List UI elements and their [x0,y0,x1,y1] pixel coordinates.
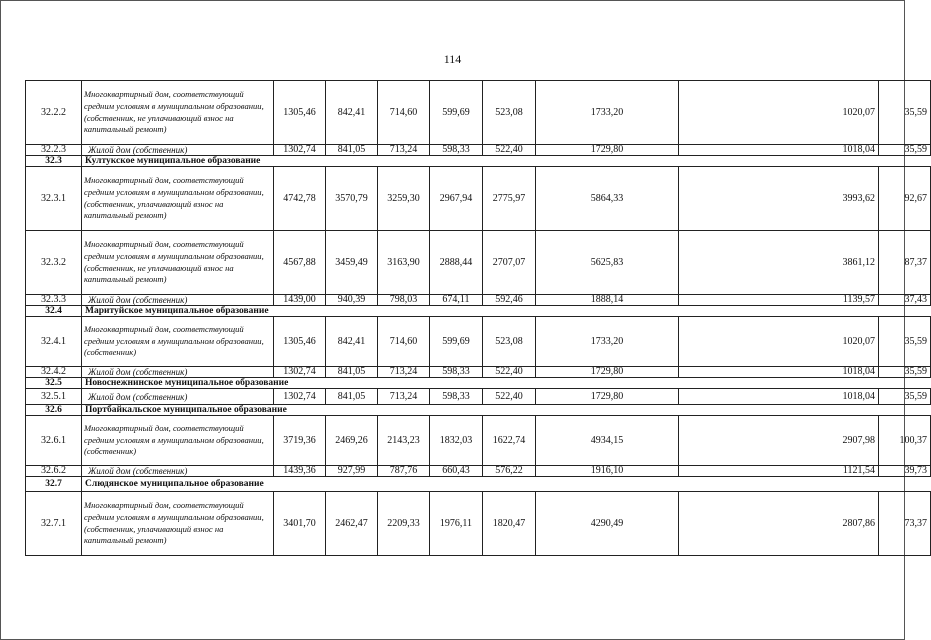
row-value: 4290,49 [536,492,679,556]
row-value: 940,39 [326,295,378,306]
row-value: 2888,44 [430,231,483,295]
row-value: 92,67 [879,167,931,231]
row-value: 2469,26 [326,416,378,466]
row-value: 592,46 [483,295,536,306]
row-value: 1888,14 [536,295,679,306]
row-value: 1439,00 [274,295,326,306]
row-value: 576,22 [483,466,536,477]
row-value: 841,05 [326,389,378,405]
row-value: 1302,74 [274,145,326,156]
row-value: 522,40 [483,145,536,156]
row-value: 2807,86 [679,492,879,556]
row-value: 713,24 [378,389,430,405]
section-title: Слюдянское муниципальное образование [82,477,931,492]
row-value: 2907,98 [679,416,879,466]
row-value: 1305,46 [274,81,326,145]
row-value: 39,73 [879,466,931,477]
section-title: Портбайкальское муниципальное образование [82,405,931,416]
row-value: 842,41 [326,317,378,367]
row-value: 1976,11 [430,492,483,556]
row-code: 32.3.3 [26,295,82,306]
row-description: Многоквартирный дом, соответствующий средним условиям в муниципальном образовании, (собственник) [82,317,274,367]
row-value: 598,33 [430,367,483,378]
row-code: 32.4.2 [26,367,82,378]
row-value: 1622,74 [483,416,536,466]
row-code: 32.2.2 [26,81,82,145]
row-description: Многоквартирный дом, соответствующий средним условиям в муниципальном образовании, (собственник, уплачивающий взнос на капитальный ремонт) [82,167,274,231]
row-value: 1729,80 [536,367,679,378]
row-code: 32.3.2 [26,231,82,295]
row-value: 87,37 [879,231,931,295]
row-value: 2707,07 [483,231,536,295]
row-value: 35,59 [879,367,931,378]
row-description: Жилой дом (собственник) [82,295,274,306]
row-value: 2462,47 [326,492,378,556]
row-value: 4934,15 [536,416,679,466]
table-row [26,81,931,145]
table-row [26,492,931,556]
row-value: 841,05 [326,367,378,378]
row-description: Жилой дом (собственник) [82,466,274,477]
row-description: Многоквартирный дом, соответствующий средним условиям в муниципальном образовании, (собственник, не уплачивающий взнос на капитальный ремонт) [82,231,274,295]
row-value: 599,69 [430,317,483,367]
row-description: Жилой дом (собственник) [82,367,274,378]
row-value: 35,59 [879,389,931,405]
row-value: 1018,04 [679,367,879,378]
row-value: 1018,04 [679,145,879,156]
row-value: 598,33 [430,389,483,405]
row-value: 522,40 [483,367,536,378]
row-value: 1302,74 [274,367,326,378]
row-value: 714,60 [378,317,430,367]
row-value: 3459,49 [326,231,378,295]
row-value: 35,59 [879,317,931,367]
row-value: 1302,74 [274,389,326,405]
table-row [26,231,931,295]
row-value: 1020,07 [679,317,879,367]
row-value: 660,43 [430,466,483,477]
row-value: 1729,80 [536,389,679,405]
row-code: 32.6.2 [26,466,82,477]
section-title: Новоснежнинское муниципальное образование [82,378,931,389]
row-value: 1018,04 [679,389,879,405]
table-row [26,466,931,477]
row-value: 1733,20 [536,317,679,367]
row-value: 2143,23 [378,416,430,466]
row-value: 3861,12 [679,231,879,295]
row-value: 842,41 [326,81,378,145]
row-value: 5625,83 [536,231,679,295]
row-value: 2967,94 [430,167,483,231]
table-row [26,367,931,378]
row-value: 1733,20 [536,81,679,145]
row-value: 37,43 [879,295,931,306]
row-value: 1916,10 [536,466,679,477]
row-value: 713,24 [378,145,430,156]
tariff-table [25,80,931,556]
row-description: Жилой дом (собственник) [82,145,274,156]
section-title: Култукское муниципальное образование [82,156,931,167]
row-value: 1820,47 [483,492,536,556]
row-value: 523,08 [483,81,536,145]
row-value: 2775,97 [483,167,536,231]
row-value: 714,60 [378,81,430,145]
row-value: 35,59 [879,145,931,156]
row-value: 598,33 [430,145,483,156]
section-code: 32.4 [26,306,82,317]
row-value: 522,40 [483,389,536,405]
row-value: 3259,30 [378,167,430,231]
row-code: 32.2.3 [26,145,82,156]
table-row [26,389,931,405]
row-value: 100,37 [879,416,931,466]
row-code: 32.6.1 [26,416,82,466]
table-row [26,317,931,367]
row-value: 4742,78 [274,167,326,231]
table-row [26,405,931,416]
row-value: 1139,57 [679,295,879,306]
table-row [26,156,931,167]
row-value: 5864,33 [536,167,679,231]
row-value: 927,99 [326,466,378,477]
section-code: 32.5 [26,378,82,389]
row-value: 4567,88 [274,231,326,295]
row-code: 32.4.1 [26,317,82,367]
row-value: 798,03 [378,295,430,306]
row-value: 3719,36 [274,416,326,466]
row-value: 73,37 [879,492,931,556]
row-code: 32.7.1 [26,492,82,556]
row-value: 1020,07 [679,81,879,145]
table-row [26,306,931,317]
table-row [26,295,931,306]
section-code: 32.6 [26,405,82,416]
row-value: 3163,90 [378,231,430,295]
row-value: 674,11 [430,295,483,306]
table-row [26,145,931,156]
row-value: 523,08 [483,317,536,367]
section-title: Маритуйское муниципальное образование [82,306,931,317]
row-value: 35,59 [879,81,931,145]
table-row [26,416,931,466]
row-description: Многоквартирный дом, соответствующий средним условиям в муниципальном образовании, (собственник) [82,416,274,466]
row-code: 32.3.1 [26,167,82,231]
row-value: 787,76 [378,466,430,477]
row-description: Многоквартирный дом, соответствующий средним условиям в муниципальном образовании, (собственник, уплачивающий взнос на капитальный ремонт) [82,492,274,556]
row-value: 713,24 [378,367,430,378]
row-value: 1832,03 [430,416,483,466]
row-value: 3401,70 [274,492,326,556]
page-number: 114 [443,52,462,66]
section-code: 32.7 [26,477,82,492]
row-value: 841,05 [326,145,378,156]
table-row [26,378,931,389]
table-row [26,167,931,231]
row-value: 3993,62 [679,167,879,231]
row-description: Многоквартирный дом, соответствующий средним условиям в муниципальном образовании, (собственник, не уплачивающий взнос на капитальный ремонт) [82,81,274,145]
section-code: 32.3 [26,156,82,167]
table-row [26,477,931,492]
row-value: 3570,79 [326,167,378,231]
row-value: 1439,36 [274,466,326,477]
row-description: Жилой дом (собственник) [82,389,274,405]
row-value: 2209,33 [378,492,430,556]
row-code: 32.5.1 [26,389,82,405]
row-value: 1729,80 [536,145,679,156]
row-value: 599,69 [430,81,483,145]
row-value: 1121,54 [679,466,879,477]
row-value: 1305,46 [274,317,326,367]
